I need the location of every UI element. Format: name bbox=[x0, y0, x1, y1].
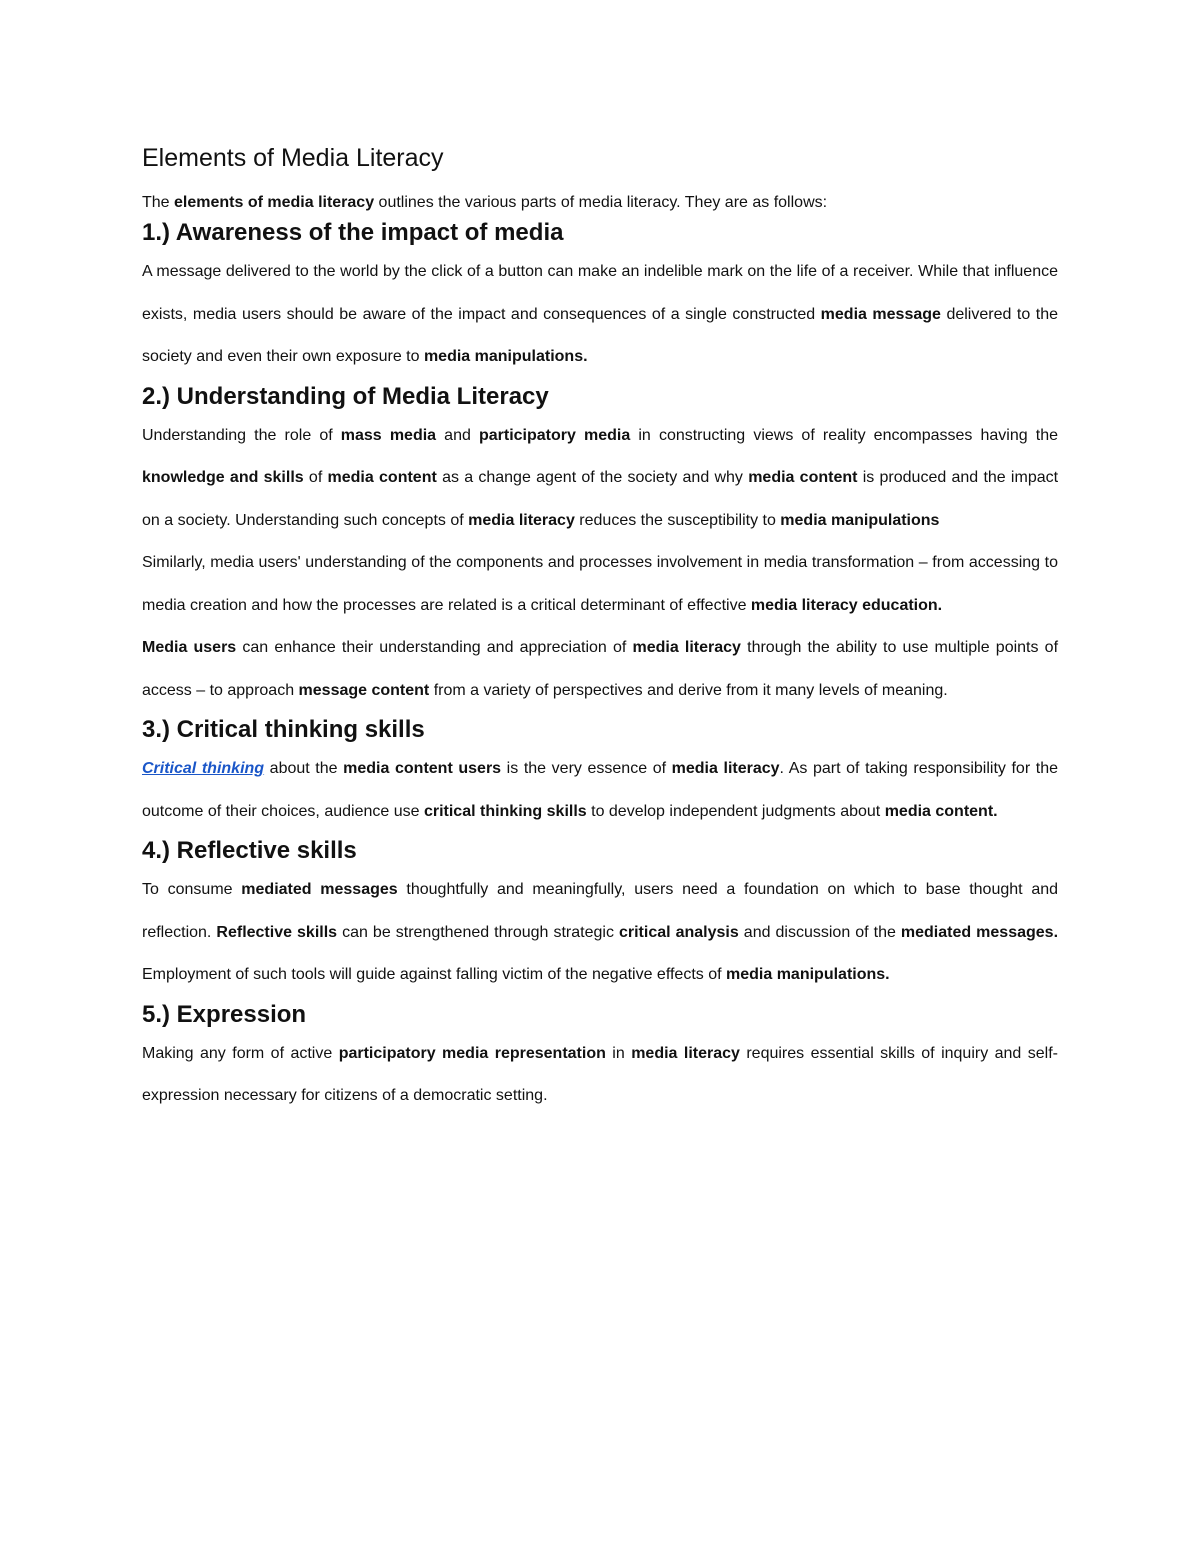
bold-term: participatory media bbox=[478, 426, 631, 444]
bold-term: mediated messages. bbox=[900, 923, 1059, 941]
paragraph-text: . As part of taking responsibility for the outcome of their choices, audience use bbox=[142, 760, 1058, 820]
section-paragraph-awareness bbox=[142, 251, 1058, 379]
paragraph-text: requires essential skills of inquiry and self-expression necessary for citizens of a democratic setting. bbox=[142, 1044, 1058, 1104]
document-title: Elements of Media Literacy bbox=[142, 144, 444, 172]
section-paragraph-understanding-1 bbox=[142, 415, 1058, 543]
paragraph-text: is produced and the impact on a society. Understanding such concepts of bbox=[142, 469, 1059, 529]
paragraph-text: thoughtfully and meaningfully, users need a foundation on which to base thought and reflection. bbox=[142, 881, 1059, 941]
bold-term: message content bbox=[298, 681, 430, 699]
paragraph-text: as a change agent of the society and why bbox=[436, 469, 749, 486]
paragraph-text: A message delivered to the world by the click of a button can make an indelible mark on the life of a receiver. While that influence exists, media users should be aware of the impact and consequences of a single constructed bbox=[142, 263, 1058, 323]
bold-term: mediated messages bbox=[241, 881, 398, 898]
paragraph-text: of bbox=[303, 469, 328, 486]
section-heading-reflective-skills: 4.) Reflective skills bbox=[142, 837, 357, 864]
bold-term: media content. bbox=[884, 802, 998, 820]
bold-term: media manipulations. bbox=[423, 348, 588, 365]
intro-text: outlines the various parts of media literacy. They are as follows: bbox=[374, 194, 828, 211]
paragraph-text: delivered to the society and even their own exposure to bbox=[142, 305, 1059, 365]
bold-term: media literacy bbox=[468, 511, 575, 529]
paragraph-text: can enhance their understanding and appreciation of bbox=[236, 639, 633, 656]
paragraph-text: in constructing views of reality encompasses having the bbox=[630, 426, 1059, 444]
paragraph-text: to develop independent judgments about bbox=[586, 802, 885, 820]
bold-term: media content bbox=[748, 469, 858, 486]
paragraph-text: and discussion of the bbox=[738, 923, 901, 941]
paragraph-text: can be strengthened through strategic bbox=[337, 923, 619, 941]
bold-term: participatory media representation bbox=[338, 1044, 606, 1062]
bold-term: media literacy bbox=[671, 760, 780, 777]
paragraph-text: reduces the susceptibility to bbox=[574, 511, 781, 529]
bold-term: critical thinking skills bbox=[423, 802, 587, 820]
paragraph-text: Employment of such tools will guide against falling victim of the negative effects of bbox=[142, 966, 727, 983]
paragraph-text: Making any form of active bbox=[142, 1044, 339, 1062]
paragraph-text: in bbox=[605, 1044, 632, 1062]
section-paragraph-understanding-2 bbox=[142, 542, 1058, 627]
intro-bold: elements of media literacy bbox=[174, 194, 375, 211]
bold-term: Reflective skills bbox=[216, 923, 338, 941]
bold-term: media message bbox=[820, 305, 941, 323]
bold-term: media literacy education. bbox=[750, 596, 943, 614]
paragraph-text: Similarly, media users' understanding of the components and processes involvement in media transformation – from accessing to media creation and how the processes are related is a critical determinant of effective bbox=[142, 554, 1058, 614]
intro-paragraph bbox=[142, 191, 1058, 215]
critical-thinking-link[interactable]: Critical thinking bbox=[142, 760, 265, 777]
bold-term: media content bbox=[327, 469, 437, 486]
bold-term: critical analysis bbox=[618, 923, 739, 941]
section-paragraph-understanding-3 bbox=[142, 627, 1058, 712]
paragraph-text: Understanding the role of bbox=[142, 426, 341, 444]
section-paragraph-expression bbox=[142, 1033, 1058, 1118]
bold-term: Media users bbox=[142, 639, 237, 656]
section-heading-understanding: 2.) Understanding of Media Literacy bbox=[142, 382, 549, 410]
bold-term: media literacy bbox=[632, 639, 741, 656]
section-paragraph-critical-thinking bbox=[142, 748, 1058, 833]
section-heading-awareness: 1.) Awareness of the impact of media bbox=[142, 219, 564, 246]
document-page bbox=[142, 138, 1058, 1118]
bold-term: media content users bbox=[343, 760, 502, 777]
bold-term: media literacy bbox=[631, 1044, 740, 1062]
bold-term: mass media bbox=[340, 426, 437, 444]
bold-term: knowledge and skills bbox=[142, 469, 304, 486]
paragraph-text: To consume bbox=[142, 881, 242, 898]
paragraph-text: and bbox=[436, 426, 479, 444]
paragraph-text: from a variety of perspectives and derive from it many levels of meaning. bbox=[429, 681, 948, 699]
intro-text: The bbox=[142, 194, 175, 211]
paragraph-text: about the bbox=[264, 760, 344, 777]
section-heading-critical-thinking: 3.) Critical thinking skills bbox=[142, 716, 425, 743]
section-paragraph-reflective-skills bbox=[142, 869, 1058, 997]
bold-term: media manipulations. bbox=[726, 966, 890, 983]
paragraph-text: is the very essence of bbox=[501, 760, 672, 777]
bold-term: media manipulations bbox=[780, 511, 940, 529]
paragraph-text: through the ability to use multiple points of access – to approach bbox=[142, 639, 1059, 699]
section-heading-expression: 5.) Expression bbox=[142, 1000, 307, 1028]
